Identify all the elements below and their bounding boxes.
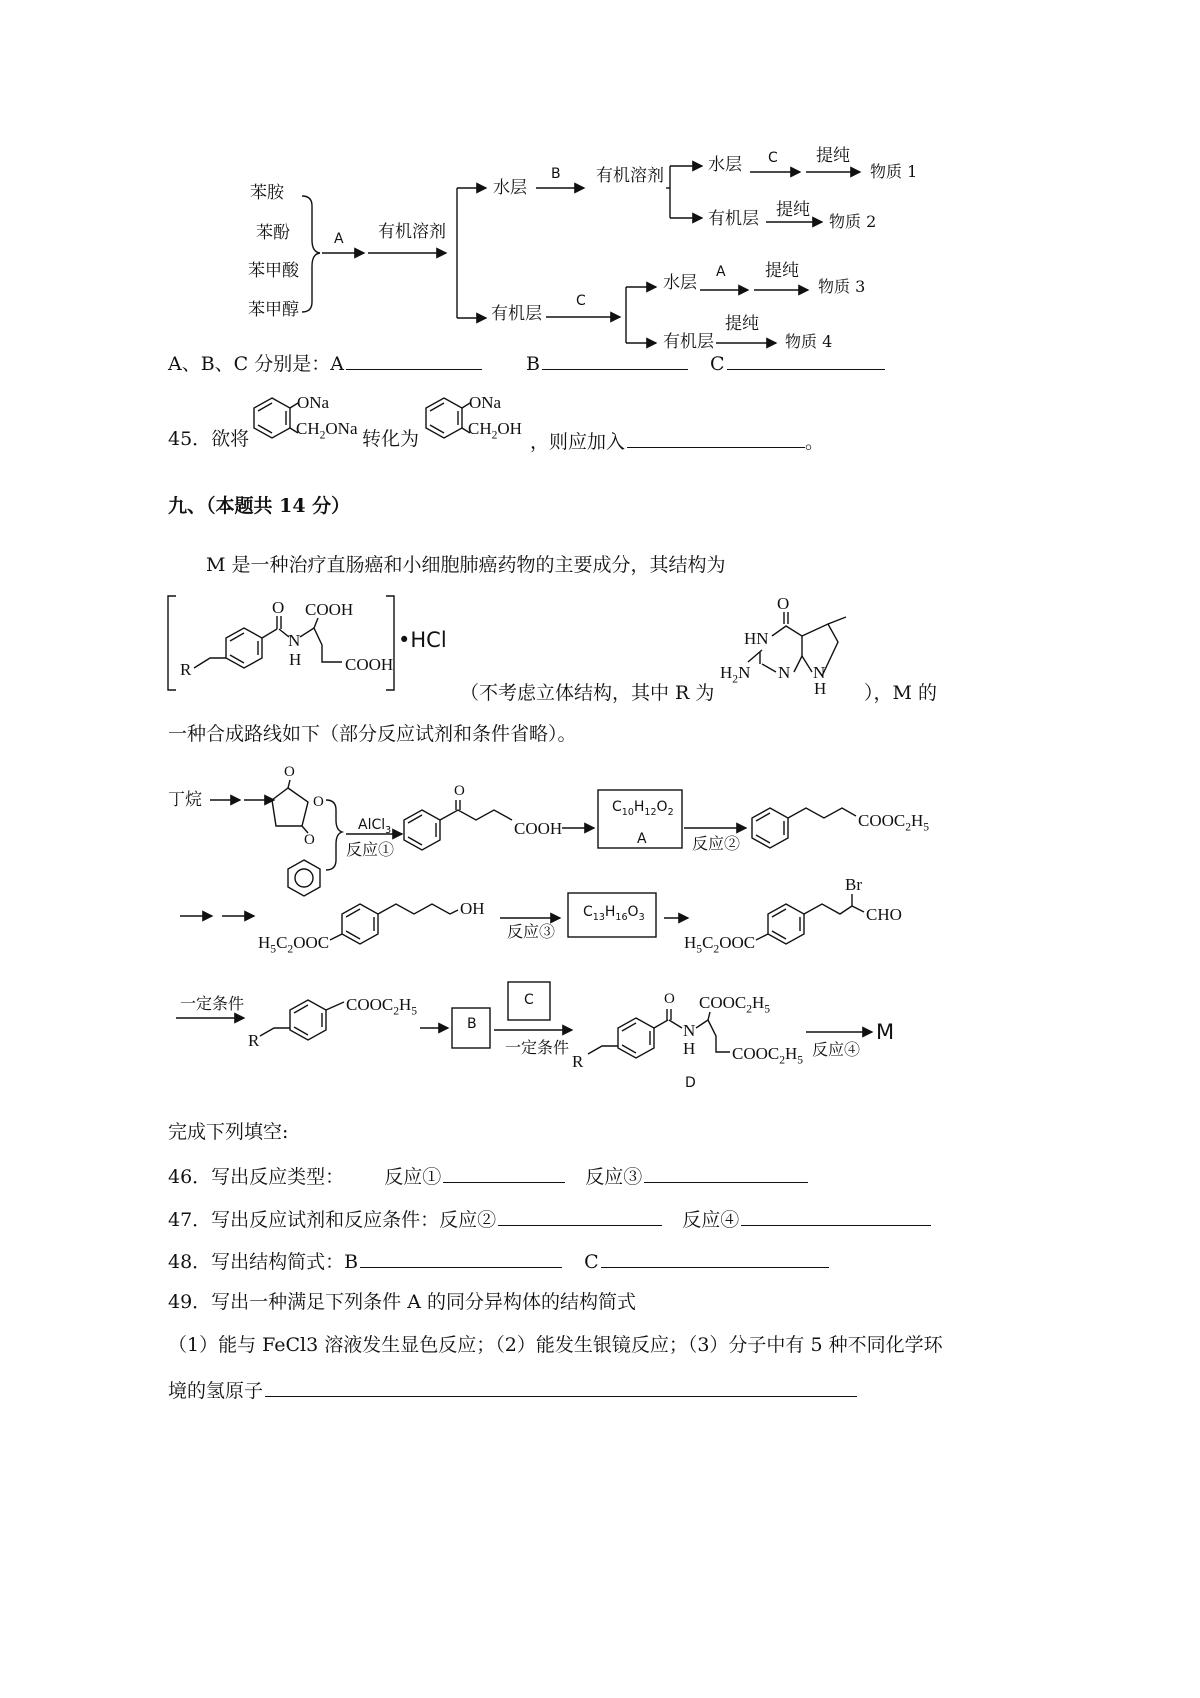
q45-ch2ona: $CH_2ONa$ xyxy=(296,419,358,442)
section-note-end: ），M 的 xyxy=(864,682,937,704)
q45-ona-2: ONa xyxy=(469,393,502,412)
syn-box3-formula: $C_{13}H_{16}O_3$ xyxy=(583,904,645,923)
syn-condition-2: 一定条件 xyxy=(505,1038,570,1057)
q46-r1: 反应① xyxy=(384,1166,442,1188)
flow-product-1: 物质 1 xyxy=(870,162,918,181)
m-bracket-right xyxy=(386,596,394,690)
syn-anhydride-o3: O xyxy=(304,832,315,848)
syn-alcohol xyxy=(330,904,458,944)
section-route: 一种合成路线如下（部分反应试剂和条件省略）。 xyxy=(168,723,577,745)
m-label-cooh-1: COOH xyxy=(305,600,354,619)
syn-keto-acid xyxy=(404,800,512,850)
syn-d-skeleton xyxy=(588,1009,730,1058)
syn-reaction2: 反应② xyxy=(692,834,741,853)
q44-b-label: B xyxy=(526,353,540,375)
r-label-n1: N xyxy=(778,663,791,682)
m-label-cooh-2: COOH xyxy=(345,655,394,674)
syn-box-a-formula: $C_{10}H_{12}O_2$ xyxy=(612,799,674,818)
syn-box-b-rect xyxy=(452,1008,490,1048)
q45-suffix: ，则应加入 xyxy=(530,431,626,453)
q48-text: 48．写出结构简式：B xyxy=(168,1251,359,1273)
flow-purify-1: 提纯 xyxy=(816,146,850,166)
m-label-r: R xyxy=(180,660,192,679)
syn-ester-2: $COOC_2H_5$ xyxy=(346,995,418,1018)
mixture-benzyl-alcohol: 苯甲醇 xyxy=(248,300,299,320)
q44-prefix: A、B、C 分别是：A xyxy=(168,353,344,375)
syn-brace xyxy=(326,800,342,870)
flow-purify-3: 提纯 xyxy=(765,261,799,281)
q49-text: 49．写出一种满足下列条件 A 的同分异构体的结构简式 xyxy=(168,1291,636,1313)
flow-organic-layer-3: 有机层 xyxy=(663,332,714,352)
syn-bromo-br: Br xyxy=(845,875,862,894)
section-note: （不考虑立体结构，其中 R 为 xyxy=(460,682,715,704)
flow-organic-solvent-1: 有机溶剂 xyxy=(378,222,446,242)
q48-c: C xyxy=(584,1251,599,1273)
syn-r-ester xyxy=(260,1000,344,1040)
syn-d-h: H xyxy=(683,1039,696,1058)
syn-d-n: N xyxy=(683,1021,696,1040)
syn-d-ester-1: $COOC_2H_5$ xyxy=(699,993,771,1016)
m-label-o: O xyxy=(272,598,285,617)
flow-water-layer-1: 水层 xyxy=(493,178,527,198)
syn-anhydride-o1: O xyxy=(284,764,295,780)
fill-in-heading: 完成下列填空: xyxy=(168,1121,289,1143)
m-bracket-left xyxy=(168,596,176,690)
syn-bromo-cho: CHO xyxy=(866,905,902,924)
flow-reagent-c-1: C xyxy=(768,150,778,166)
syn-r-2: R xyxy=(572,1052,584,1071)
r-skeleton xyxy=(748,612,846,676)
syn-alcohol-ester: $H_5C_2OOC$ xyxy=(258,933,330,956)
syn-anhydride-o2: O xyxy=(313,794,324,810)
syn-keto-o: O xyxy=(454,783,465,799)
q45-mid: 转化为 xyxy=(362,428,420,450)
syn-box-a xyxy=(598,790,682,848)
syn-ester-1: $COOC_2H_5$ xyxy=(858,811,930,834)
syn-box-c: C xyxy=(524,992,534,1008)
q45-ring-1 xyxy=(254,398,298,438)
flow-water-layer-3: 水层 xyxy=(663,273,697,293)
syn-phenylbutanoate xyxy=(752,808,856,848)
flow-product-4: 物质 4 xyxy=(785,332,833,351)
syn-box-c-rect xyxy=(508,982,550,1020)
mixture-phenol: 苯酚 xyxy=(256,223,290,243)
syn-r-1: R xyxy=(248,1031,260,1050)
q45-ring-2 xyxy=(426,398,470,438)
flow-purify-2: 提纯 xyxy=(776,200,810,220)
flow-organic-layer-1: 有机层 xyxy=(491,304,542,324)
syn-alcl3: AlCl$_3$ xyxy=(358,817,392,836)
syn-reaction4: 反应④ xyxy=(812,1040,861,1059)
section-heading: 九、（本题共 14 分） xyxy=(168,495,351,517)
q45-number: 45．欲将 xyxy=(168,428,250,450)
m-hcl: •HCl xyxy=(398,628,447,652)
m-label-h: H xyxy=(289,650,302,669)
mixture-benzoic-acid: 苯甲酸 xyxy=(248,261,299,281)
syn-box-3 xyxy=(568,893,656,937)
syn-box-b: B xyxy=(467,1016,477,1032)
syn-keto-cooh: COOH xyxy=(514,819,563,838)
flow-organic-layer-2: 有机层 xyxy=(708,209,759,229)
syn-bromo-ester: $H_5C_2OOC$ xyxy=(684,933,756,956)
r-label-n2: N xyxy=(813,663,826,682)
q47-r4: 反应④ xyxy=(682,1209,740,1231)
flow-product-3: 物质 3 xyxy=(818,277,866,296)
mixture-aniline: 苯胺 xyxy=(250,183,284,203)
r-label-hn: HN xyxy=(744,629,769,648)
syn-box-a-label: A xyxy=(637,831,647,847)
flow-product-2: 物质 2 xyxy=(829,212,877,231)
flow-purify-4: 提纯 xyxy=(725,314,759,334)
flow-water-layer-2: 水层 xyxy=(708,155,742,175)
q44-c-label: C xyxy=(710,353,725,375)
syn-benzene xyxy=(288,860,320,896)
flow-reagent-a-2: A xyxy=(716,264,726,280)
m-skeleton xyxy=(194,616,342,668)
syn-bromo-aldehyde xyxy=(756,894,864,944)
syn-alcohol-oh: OH xyxy=(460,899,485,918)
syn-d-label: D xyxy=(685,1075,696,1091)
syn-reaction3: 反应③ xyxy=(507,922,556,941)
q49-end: 境的氢原子 xyxy=(168,1380,264,1402)
r-label-h: H xyxy=(814,679,827,698)
syn-d-ester-2: $COOC_2H_5$ xyxy=(732,1044,804,1067)
q47-text: 47．写出反应试剂和反应条件：反应② xyxy=(168,1209,497,1231)
syn-anhydride xyxy=(272,780,308,833)
r-label-h2n: $H_2N$ xyxy=(720,663,751,686)
flow-reagent-b: B xyxy=(551,166,561,182)
q49-conditions: （1）能与 FeCl3 溶液发生显色反应；（2）能发生银镜反应；（3）分子中有 5 种不同化学环 xyxy=(168,1334,943,1356)
flow-reagent-c-2: C xyxy=(576,293,586,309)
q45-ch2oh: $CH_2OH$ xyxy=(468,419,522,442)
syn-reaction1: 反应① xyxy=(346,840,395,859)
q46-r3: 反应③ xyxy=(585,1166,643,1188)
m-label-n: N xyxy=(288,631,301,650)
flow-reagent-a: A xyxy=(334,231,344,247)
syn-butane: 丁烷 xyxy=(168,790,202,810)
section-intro: M 是一种治疗直肠癌和小细胞肺癌药物的主要成分，其结构为 xyxy=(206,554,726,576)
syn-d-o: O xyxy=(664,991,675,1007)
flow-organic-solvent-2: 有机溶剂 xyxy=(596,166,664,186)
syn-m-label: M xyxy=(876,1020,895,1044)
q45-ona-1: ONa xyxy=(297,393,330,412)
syn-condition-1: 一定条件 xyxy=(180,994,245,1013)
mixture-brace xyxy=(302,196,320,312)
r-label-o: O xyxy=(777,594,790,613)
q45-end: 。 xyxy=(805,431,825,453)
q46-text: 46．写出反应类型： xyxy=(168,1166,345,1188)
